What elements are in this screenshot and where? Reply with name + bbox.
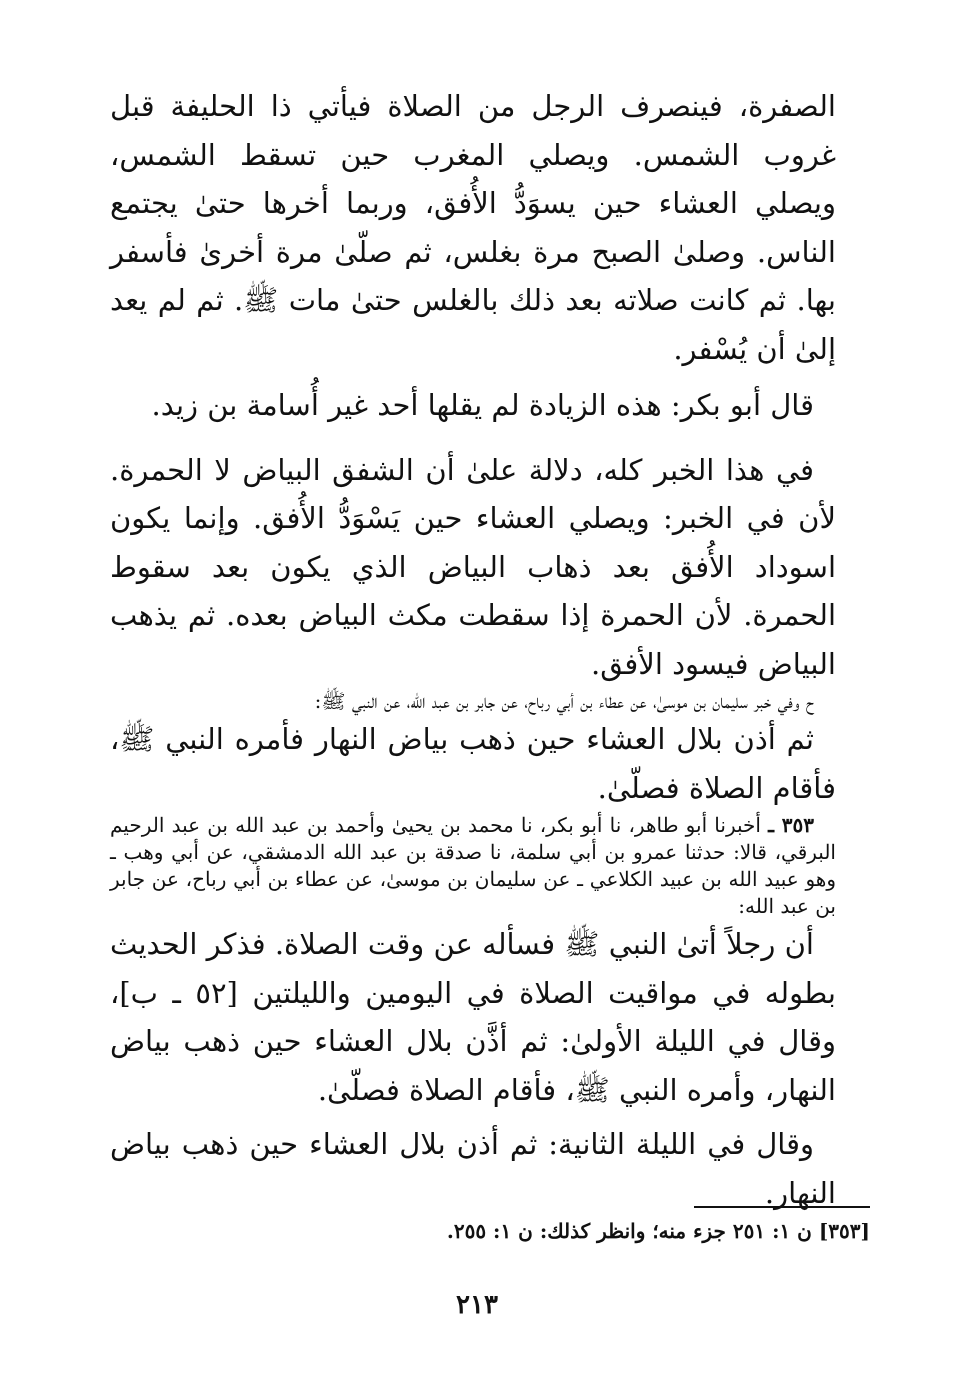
matn-1: ثم أذن بلال العشاء حين ذهب بياض النهار فأمره النبي ﷺ، فأقام الصلاة فصلّىٰ. — [110, 722, 836, 805]
paragraph-last: وقال في الليلة الثانية: ثم أذن بلال العشاء حين ذهب بياض النهار. — [110, 1127, 836, 1210]
footnote-divider — [694, 1206, 870, 1208]
isnad-2-text: أخبرنا أبو طاهر، نا أبو بكر، نا محمد بن يحيىٰ وأحمد بن عبد الله بن عبد الرحيم البرقي، قالا: حدثنا عمرو بن أبي سلمة، نا صدقة بن عبد الله الدمشقي، عن أبي وهب ـ وهو عبيد الله بن عبيد الكلاعي ـ عن سليمان بن موسىٰ، عن عطاء بن أبي رباح، عن جابر بن عبد الله: — [110, 813, 836, 918]
hadith-number: ٣٥٣ ـ — [768, 813, 814, 837]
footnote: [٣٥٣] ن ١: ٢٥١ جزء منه؛ وانظر كذلك: ن ١: ٢٥٥. — [446, 1219, 870, 1243]
paragraph-commentary: في هذا الخبر كله، دلالة علىٰ أن الشفق البياض لا الحمرة. لأن في الخبر: ويصلي العشاء حين يَسْوَدُّ الأُفق. وإنما يكون اسوداد الأُفق بعد ذهاب البياض الذي يكون بعد سقوط الحمرة. لأن الحمرة إذا سقطت مكث البياض بعده. ثم يذهب البياض فيسود الأفق. — [110, 452, 836, 681]
isnad-1: ح وفي خبر سليمان بن موسىٰ، عن عطاء بن أبي رباح، عن جابر بن عبد الله، عن النبي ﷺ: — [314, 689, 814, 713]
main-text — [110, 82, 836, 1217]
page-number: ٢١٣ — [456, 1290, 498, 1320]
matn-2: أن رجلاً أتىٰ النبي ﷺ فسأله عن وقت الصلاة. فذكر الحديث بطوله في مواقيت الصلاة في اليومين والليلتين [٥٢ ـ ب]، وقال في الليلة الأولىٰ: ثم أذَّن بلال العشاء حين ذهب بياض النهار، وأمره النبي ﷺ، فأقام الصلاة فصلّىٰ. — [110, 927, 836, 1107]
paragraph-1: الصفرة، فينصرف الرجل من الصلاة فيأتي ذا الحليفة قبل غروب الشمس. ويصلي المغرب حين تسقط الشمس، ويصلي العشاء حين يسوَدُّ الأُفق، وربما أخرها حتىٰ يجتمع الناس. وصلىٰ الصبح مرة بغلس، ثم صلّىٰ مرة أخرىٰ فأسفر بها. ثم كانت صلاته بعد ذلك بالغلس حتىٰ مات ﷺ. ثم لم يعد إلىٰ أن يُسْفر. — [110, 89, 836, 366]
paragraph-abu-bakr-note: قال أبو بكر: هذه الزيادة لم يقلها أحد غير أُسامة بن زيد. — [151, 388, 814, 422]
isnad-2 — [110, 812, 836, 920]
